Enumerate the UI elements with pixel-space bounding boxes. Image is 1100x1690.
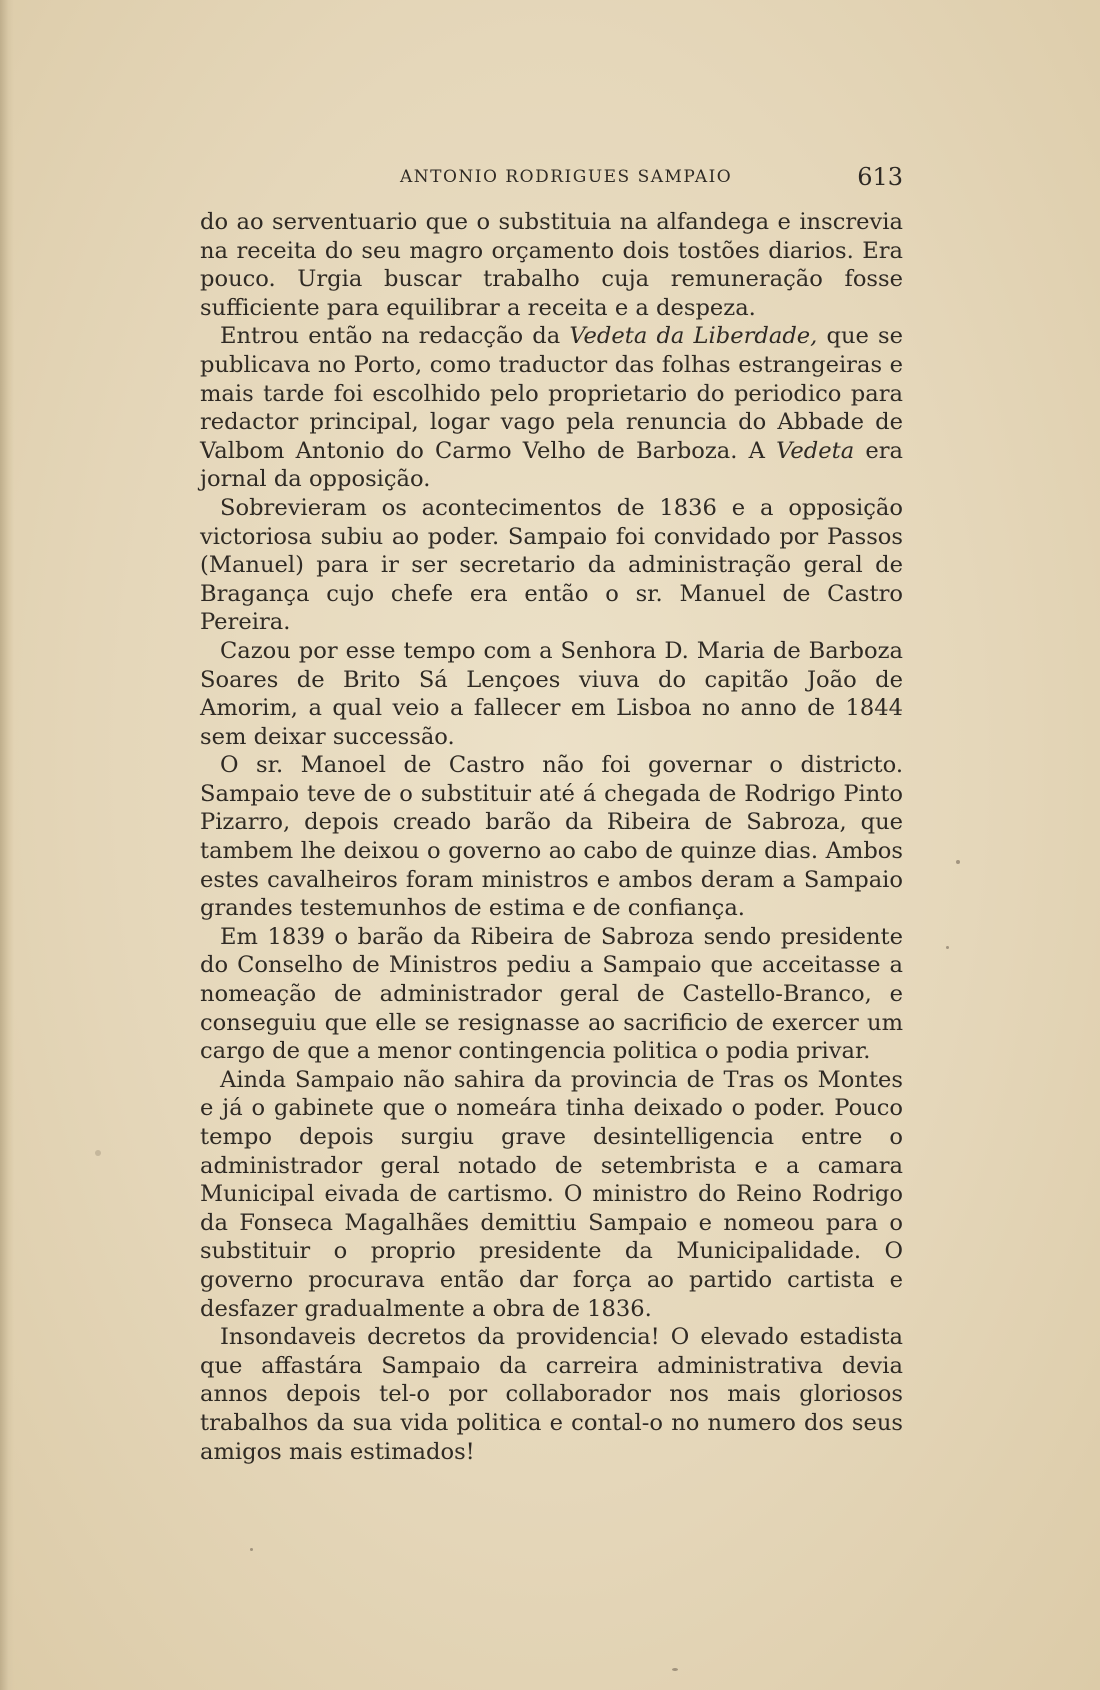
paper-speck <box>946 946 949 949</box>
paragraph: Ainda Sampaio não sahira da provincia de Tras os Montes e já o gabinete que o nomeára tinha deixado o poder. Pouco tempo depois surgiu grave desintelligencia entre o administrador geral notado de setembrista e a camara Municipal eivada de cartismo. O ministro do Reino Rodrigo da Fonseca Magalhães demittiu Sampaio e nomeou para o substituir o proprio presidente da Municipalidade. O governo procurava então dar força ao partido cartista e desfazer gradualmente a obra de 1836. <box>200 1066 903 1322</box>
paragraph <box>200 322 903 494</box>
paper-speck <box>956 860 960 864</box>
body-text <box>200 208 903 1466</box>
running-head <box>200 163 903 197</box>
paragraph-text: que se publicava no Porto, como traductor das folhas estrangeiras e mais tarde foi escolhido pelo proprietario do periodico para redactor principal, logar vago pela renuncia do Abbade de Valbom Antonio do Carmo Velho de Barboza. A <box>200 323 903 464</box>
paragraph: O sr. Manoel de Castro não foi governar o districto. Sampaio teve de o substituir até á chegada de Rodrigo Pinto Pizarro, depois creado barão da Ribeira de Sabroza, que tambem lhe deixou o governo ao cabo de quinze dias. Ambos estes cavalheiros foram ministros e ambos deram a Sampaio grandes testemunhos de estima e de confiança. <box>200 752 903 922</box>
paper-speck <box>95 1150 101 1156</box>
paragraph: Insondaveis decretos da providencia! O elevado estadista que affastára Sampaio da carreira administrativa devia annos depois tel-o por collaborador nos mais gloriosos trabalhos da sua vida politica e contal-o no numero dos seus amigos mais estimados! <box>200 1324 903 1465</box>
paragraph-text: era jornal da opposição. <box>200 437 904 493</box>
paragraph: do ao serventuario que o substituia na alfandega e inscrevia na receita do seu magro orçamento dois tostões diarios. Era pouco. Urgia buscar trabalho cuja remuneração fosse sufficiente para equilibrar a receita e a despeza. <box>200 209 903 321</box>
page-binding-edge <box>0 0 14 1690</box>
newspaper-title: Vedeta da Liberdade, <box>569 323 818 350</box>
page-number: 613 <box>857 163 903 191</box>
newspaper-title: Vedeta <box>776 437 855 464</box>
paragraph: Cazou por esse tempo com a Senhora D. Maria de Barboza Soares de Brito Sá Lençoes viuva do capitão João de Amorim, a qual veio a fallecer em Lisboa no anno de 1844 sem deixar successão. <box>200 637 903 750</box>
paragraph-text: Entrou então na redacção da <box>220 323 570 350</box>
paragraph: Em 1839 o barão da Ribeira de Sabroza sendo presidente do Conselho de Ministros pediu a Sampaio que acceitasse a nomeação de administrador geral de Castello-Branco, e conseguiu que elle se resignasse ao sacrificio de exercer um cargo de que a menor contingencia politica o podia privar. <box>200 923 903 1065</box>
paper-speck <box>250 1548 253 1551</box>
paper-speck <box>672 1668 678 1671</box>
running-title: ANTONIO RODRIGUES SAMPAIO <box>400 167 733 187</box>
paragraph: Sobrevieram os acontecimentos de 1836 e a opposição victoriosa subiu ao poder. Sampaio foi convidado por Passos (Manuel) para ir ser secretario da administração geral de Bragança cujo chefe era então o sr. Manuel de Castro Pereira. <box>200 494 903 636</box>
